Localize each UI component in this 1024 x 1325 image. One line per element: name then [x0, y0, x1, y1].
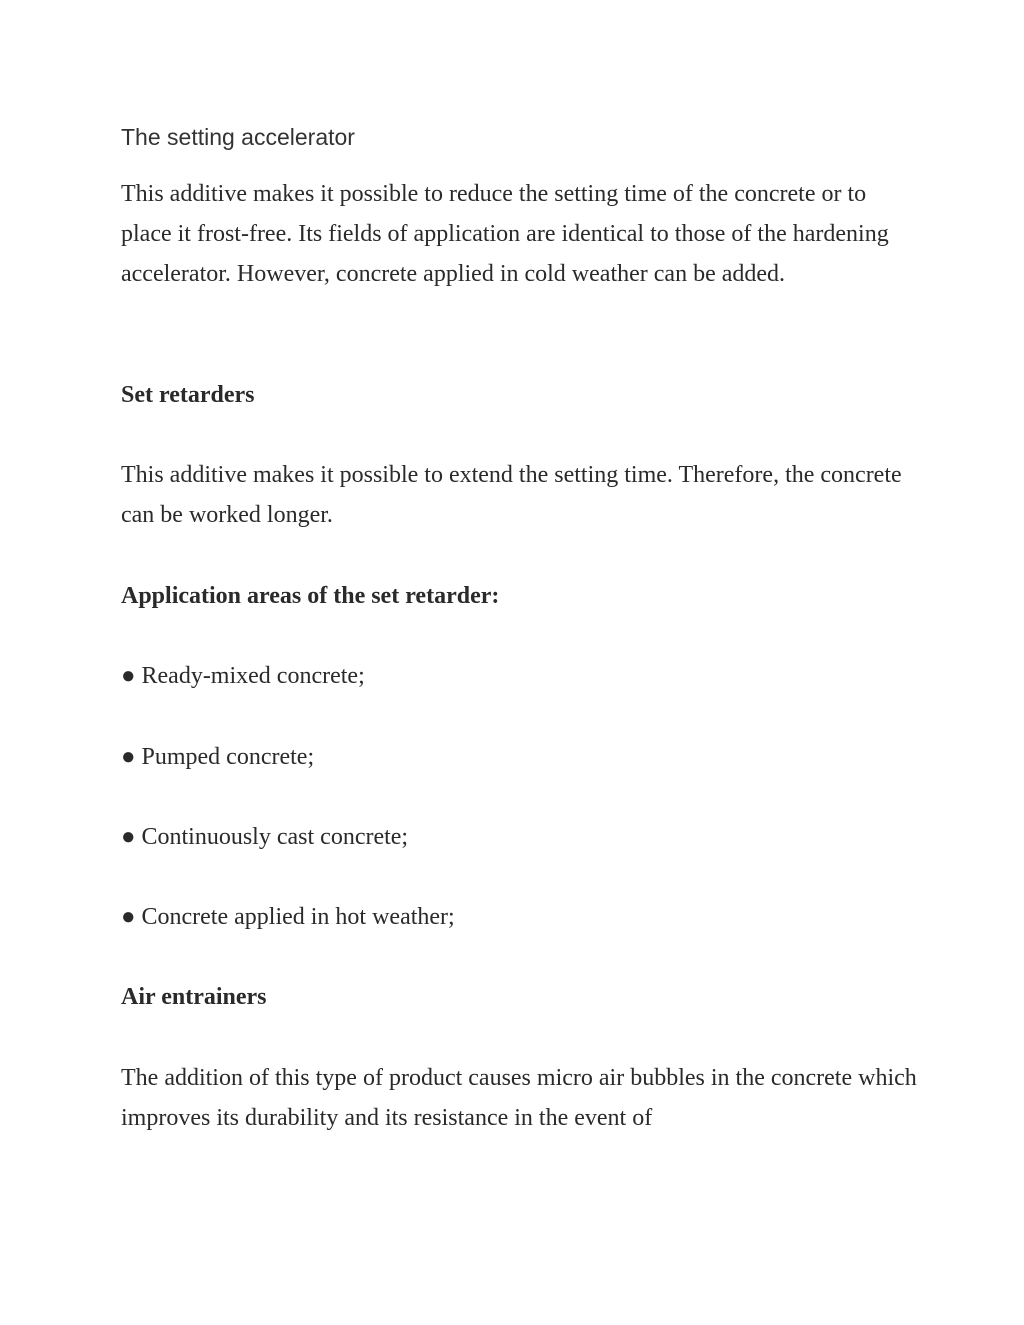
list-item-continuously-cast: ● Continuously cast concrete; [121, 817, 921, 857]
section-title: The setting accelerator [121, 124, 355, 150]
list-item-pumped: ● Pumped concrete; [121, 737, 921, 777]
list-item-hot-weather: ● Concrete applied in hot weather; [121, 897, 921, 937]
list-item-ready-mixed: ● Ready-mixed concrete; [121, 656, 921, 696]
paragraph-set-retarders: This additive makes it possible to extend the setting time. Therefore, the concrete can be worked longer. [121, 462, 902, 528]
heading-application-areas: Application areas of the set retarder: [121, 583, 500, 609]
paragraph-air-entrainers: The addition of this type of product causes micro air bubbles in the concrete which improves its durability and its resistance in the event of [121, 1065, 917, 1131]
heading-air-entrainers: Air entrainers [121, 984, 267, 1010]
heading-set-retarders: Set retarders [121, 382, 255, 408]
paragraph-setting-accelerator: This additive makes it possible to reduce the setting time of the concrete or to place it frost-free. Its fields of application are identical to those of the hardening accelerator. However, concrete applied in cold weather can be added. [121, 181, 889, 287]
